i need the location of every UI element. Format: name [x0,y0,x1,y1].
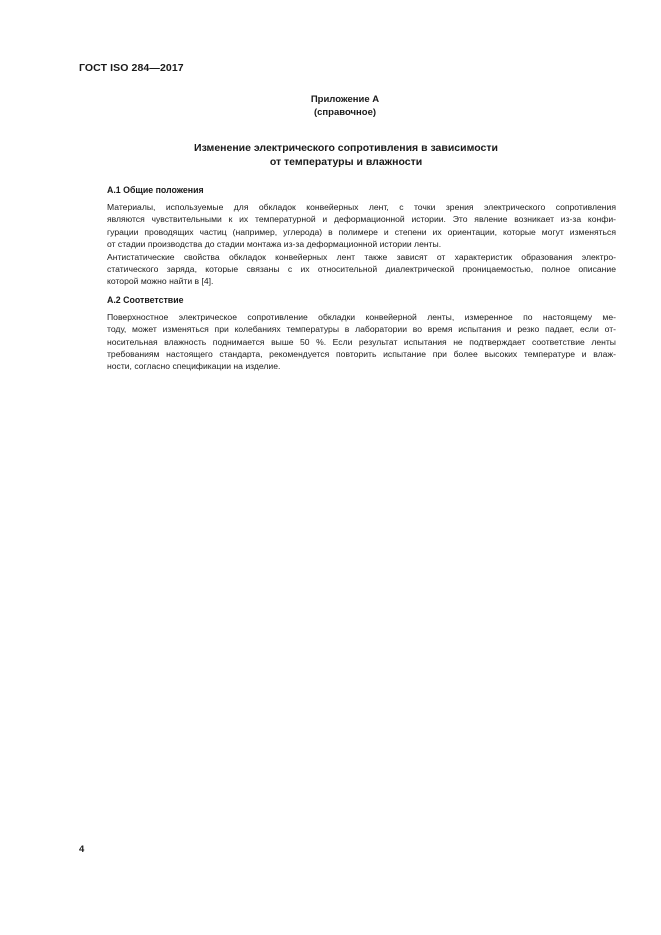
text-line: статического заряда, которые связаны с их относительной диалектрической проницаемостью, полное описание [107,264,616,275]
page-number: 4 [79,844,85,855]
section-heading-a1: А.1 Общие положения [107,185,204,195]
text-line: Материалы, используемые для обкладок конвейерных лент, с точки зрения электрического сопротивления [107,202,616,212]
paragraph [87,311,616,373]
annex-heading-line: Изменение электрического сопротивления в зависимости [194,142,498,154]
text-line: Поверхностное электрическое сопротивление обкладки конвейерной ленты, измеренное по настоящему ме- [107,311,616,322]
text-line: от стадии производства до стадии монтажа из-за деформационной истории ленты. [107,239,442,250]
paragraph [87,251,616,288]
text-line: ности, согласно спецификации на изделие. [107,361,281,372]
text-line: которой можно найти в [4]. [107,276,214,287]
annex-heading [140,141,552,169]
text-line: Антистатические свойства обкладок конвейерных лент также зависят от характеристик образования электро- [107,251,616,262]
annex-label [200,93,490,119]
annex-heading-line: от температуры и влажности [269,156,423,168]
text-line: носительная влажность поднимается выше 50 %. Если результат испытания не подтверждает соответствие ленты [107,336,616,347]
paragraph [87,201,616,251]
text-line: требованиям настоящего стандарта, рекомендуется повторить испытание при более высоких температуре и влаж- [107,349,616,360]
document-code: ГОСТ ISO 284—2017 [79,62,184,74]
annex-body [87,184,616,373]
annex-type: (справочное) [313,107,377,118]
section-heading-a2: А.2 Соответствие [107,294,184,305]
text-line: гурации проводящих частиц (например, углерода) в полимере и степени их ориентации, которые могут изменяться [107,226,616,237]
text-line: тоду, может изменяться при колебаниях температуры в лаборатории во время испытания и резко падает, если от- [107,324,616,335]
text-line: являются чувствительными к их температурной и деформационной истории. Это явление возникает из-за конфи- [107,214,616,225]
annex-title: Приложение А [310,94,380,105]
